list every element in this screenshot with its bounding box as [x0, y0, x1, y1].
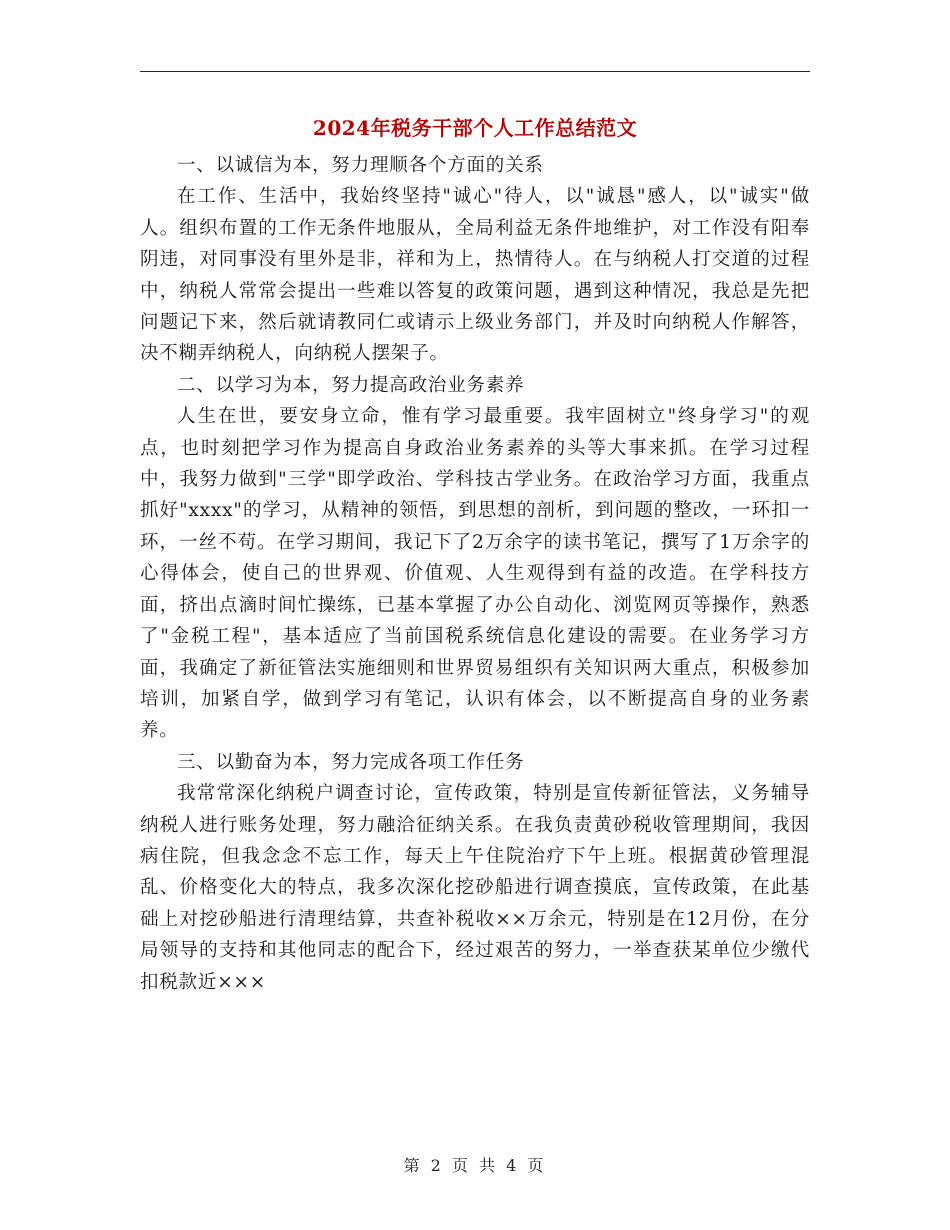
body-paragraph-3: 我常常深化纳税户调查讨论，宣传政策，特别是宣传新征管法，义务辅导纳税人进行账务处理，努力融洽征纳关系。在我负责黄砂税收管理期间，我因病住院，但我念念不忘工作，每天上午住院治疗下午上班。根据黄砂管理混乱、价格变化大的特点，我多次深化挖砂船进行调查摸底，宣传政策，在此基础上对挖砂船进行清理结算，共查补税收××万余元，特别是在12月份，在分局领导的支持和其他同志的配合下，经过艰苦的努力，一举查获某单位少缴代扣税款近××× — [140, 783, 810, 993]
section-heading-1: 一、以诚信为本，努力理顺各个方面的关系 — [177, 155, 544, 176]
body-paragraph-1: 在工作、生活中，我始终坚持"诚心"待人，以"诚恳"感人，以"诚实"做人。组织布置的工作无条件地服从，全局利益无条件地维护，对工作没有阳奉阴违，对同事没有里外是非，祥和为上，热情待人。在与纳税人打交道的过程中，纳税人常常会提出一些难以答复的政策问题，遇到这种情况，我总是先把问题记下来，然后就请教同仁或请示上级业务部门，并及时向纳税人作解答，决不糊弄纳税人，向纳税人摆架子。 — [140, 186, 810, 365]
body-paragraph-2: 人生在世，要安身立命，惟有学习最重要。我牢固树立"终身学习"的观点，也时刻把学习作为提高自身政治业务素养的头等大事来抓。在学习过程中，我努力做到"三学"即学政治、学科技古学业务。在政治学习方面，我重点抓好"xxxx"的学习，从精神的领悟，到思想的剖析，到问题的整改，一环扣一环，一丝不苟。在学习期间，我记下了2万余字的读书笔记，撰写了1万余字的心得体会，使自己的世界观、价值观、人生观得到有益的改造。在学科技方面，挤出点滴时间忙操练，已基本掌握了办公自动化、浏览网页等操作，熟悉了"金税工程"，基本适应了当前国税系统信息化建设的需要。在业务学习方面，我确定了新征管法实施细则和世界贸易组织有关知识两大重点，积极参加培训，加紧自学，做到学习有笔记，认识有体会，以不断提高自身的业务素养。 — [140, 406, 810, 742]
header-rule — [140, 71, 810, 72]
section-heading-2: 二、以学习为本，努力提高政治业务素养 — [177, 374, 525, 396]
document-title: 2024年税务干部个人工作总结范文 — [312, 116, 638, 140]
section-heading-3: 三、以勤奋为本，努力完成各项工作任务 — [177, 751, 525, 773]
page-footer: 第 2 页 共 4 页 — [403, 1156, 547, 1175]
document-body — [140, 150, 810, 998]
